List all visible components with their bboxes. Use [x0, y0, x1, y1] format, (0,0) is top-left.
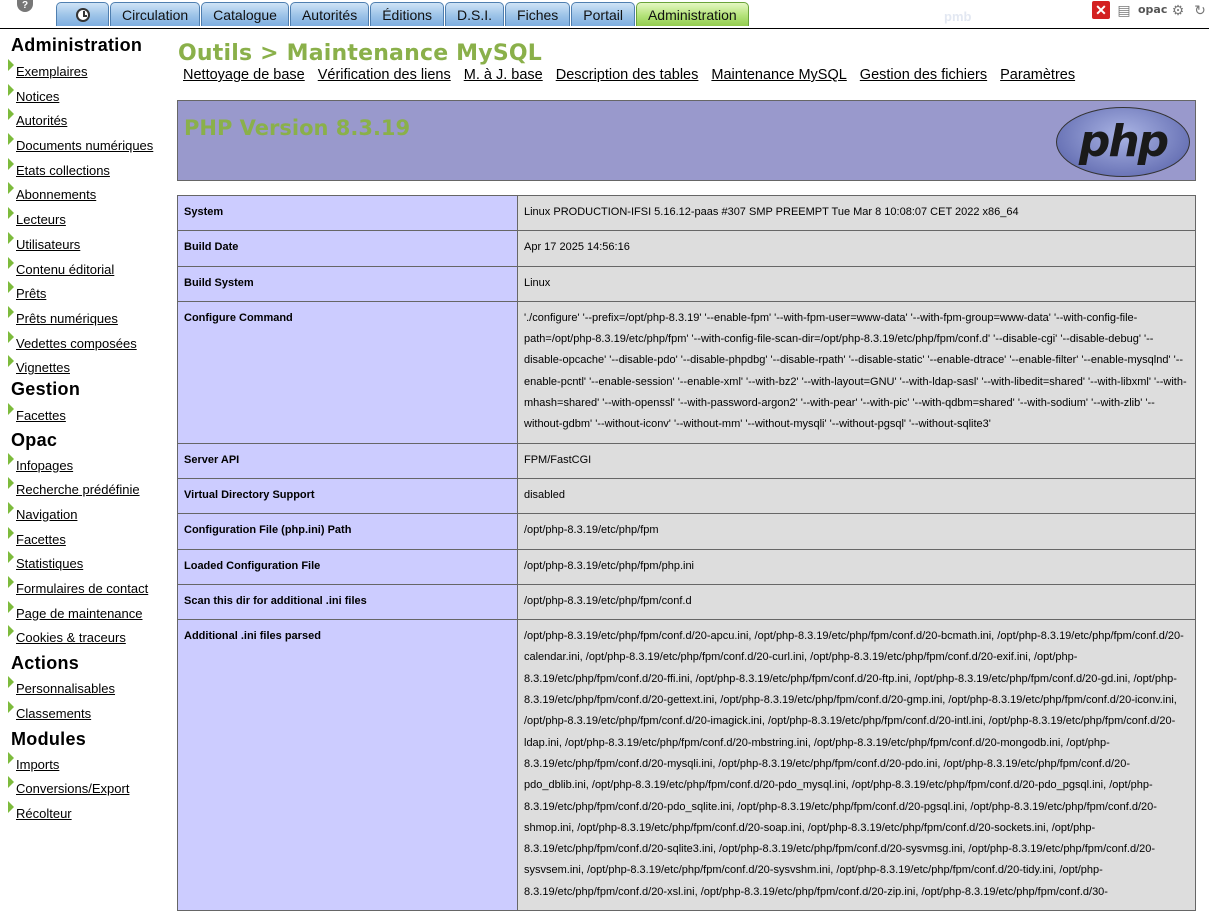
row-value: /opt/php-8.3.19/etc/php/fpm/php.ini — [518, 549, 1196, 584]
table-row — [178, 478, 1196, 513]
php-logo — [1056, 107, 1190, 177]
section-title-administration: Administration — [11, 35, 143, 55]
sidebar-item-abonnements — [0, 182, 170, 207]
divider — [0, 28, 1209, 29]
row-key: Additional .ini files parsed — [178, 620, 518, 911]
row-key: Virtual Directory Support — [178, 478, 518, 513]
arrow-icon — [8, 84, 14, 96]
sidebar-item-statistiques — [0, 551, 170, 576]
arrow-icon — [8, 306, 14, 318]
sidebar-link[interactable]: Facettes — [16, 407, 66, 423]
table-row — [178, 231, 1196, 266]
arrow-icon — [8, 801, 14, 813]
sidebar-link[interactable]: Vedettes composées — [16, 335, 137, 351]
arrow-icon — [8, 281, 14, 293]
sidebar-link[interactable]: Abonnements — [16, 187, 97, 203]
sidebar-link[interactable]: Recherche prédéfinie — [16, 482, 140, 498]
sidebar-link[interactable]: Personnalisables — [16, 681, 116, 697]
sidebar-item-personnalisables — [0, 676, 170, 701]
row-key: Configure Command — [178, 301, 518, 443]
subnav-gestion-des-fichiers[interactable]: Gestion des fichiers — [859, 67, 988, 83]
sidebar-item-infopages — [0, 453, 170, 478]
section-title-modules: Modules — [11, 728, 87, 749]
sidebar-item-lecteurs — [0, 207, 170, 232]
sidebar-item-vedettes-composees — [0, 331, 170, 356]
close-icon[interactable]: ✕ — [1092, 1, 1110, 19]
row-value: Linux PRODUCTION-IFSI 5.16.12-paas #307 SMP PREEMPT Tue Mar 8 10:08:07 CET 2022 x86_64 — [518, 196, 1196, 231]
sidebar-item-recherche-predefinie — [0, 477, 170, 502]
subnav-nettoyage-de-base[interactable]: Nettoyage de base — [183, 67, 305, 83]
arrow-icon — [8, 355, 14, 367]
sidebar-item-prets-numeriques — [0, 306, 170, 331]
arrow-icon — [8, 257, 14, 269]
arrow-icon — [8, 776, 14, 788]
table-row — [178, 266, 1196, 301]
arrow-icon — [8, 477, 14, 489]
sidebar-link[interactable]: Formulaires de contact — [16, 581, 149, 597]
arrow-icon — [8, 576, 14, 588]
page-title: Outils > Maintenance MySQL — [178, 41, 542, 66]
subnav-maintenance-mysql[interactable]: Maintenance MySQL — [711, 67, 847, 83]
sidebar-link[interactable]: Utilisateurs — [16, 236, 81, 252]
arrow-icon — [8, 158, 14, 170]
arrow-icon — [8, 182, 14, 194]
table-row — [178, 620, 1196, 911]
sidebar-link[interactable]: Lecteurs — [16, 212, 66, 228]
print-icon[interactable]: ▤ — [1117, 2, 1131, 18]
arrow-icon — [8, 601, 14, 613]
row-key: Loaded Configuration File — [178, 549, 518, 584]
sidebar-item-navigation — [0, 502, 170, 527]
row-value: FPM/FastCGI — [518, 443, 1196, 478]
phpinfo-table — [177, 195, 1196, 911]
sidebar-link[interactable]: Prêts numériques — [16, 310, 118, 326]
sidebar-link[interactable]: Facettes — [16, 531, 66, 547]
sidebar-item-exemplaires — [0, 59, 170, 84]
section-title-opac: Opac — [11, 429, 58, 450]
table-row — [178, 301, 1196, 443]
sidebar-link[interactable]: Conversions/Export — [16, 781, 130, 797]
sidebar-link[interactable]: Contenu éditorial — [16, 261, 115, 277]
sidebar-link[interactable]: Page de maintenance — [16, 605, 143, 621]
table-row — [178, 514, 1196, 549]
top-navigation-bar — [0, 0, 1209, 29]
sidebar-link[interactable]: Autorités — [16, 113, 68, 129]
table-row — [178, 584, 1196, 619]
tab-autorites[interactable]: Autorités — [290, 2, 369, 26]
row-value: /opt/php-8.3.19/etc/php/fpm/conf.d — [518, 584, 1196, 619]
row-value: /opt/php-8.3.19/etc/php/fpm — [518, 514, 1196, 549]
sidebar-item-documents-numeriques — [0, 133, 170, 158]
subnav-verification-des-liens[interactable]: Vérification des liens — [317, 67, 451, 83]
module-tabs — [56, 2, 750, 26]
arrow-icon — [8, 551, 14, 563]
sidebar-item-prets — [0, 281, 170, 306]
tab-portail[interactable]: Portail — [571, 2, 635, 26]
arrow-icon — [8, 453, 14, 465]
help-icon[interactable]: ? — [17, 0, 33, 12]
sidebar-item-etats-collections — [0, 158, 170, 183]
sidebar-menu — [0, 29, 170, 826]
tab-fiches[interactable]: Fiches — [505, 2, 570, 26]
sidebar-link[interactable]: Statistiques — [16, 556, 84, 572]
arrow-icon — [8, 108, 14, 120]
row-value: /opt/php-8.3.19/etc/php/fpm/conf.d/20-apcu.ini, /opt/php-8.3.19/etc/php/fpm/conf.d/20-bcmath.ini, /opt/php-8.3.19/etc/php/fpm/conf.d/20-calendar.ini, /opt/php-8.3.19/etc/php/fpm/conf.d/20-curl.ini, /opt/php-8.3.19/etc/php/fpm/conf.d/20-exif.ini, /opt/php-8.3.19/etc/php/fpm/conf.d/20-ffi.ini, /opt/php-8.3.19/etc/php/fpm/conf.d/20-ftp.ini, /opt/php-8.3.19/etc/php/fpm/conf.d/20-gd.ini, /opt/php-8.3.19/etc/php/fpm/conf.d/20-gettext.ini, /opt/php-8.3.19/etc/php/fpm/conf.d/20-gmp.ini, /opt/php-8.3.19/etc/php/fpm/conf.d/20-iconv.ini, /opt/php-8.3.19/etc/php/fpm/conf.d/20-imagick.ini, /opt/php-8.3.19/etc/php/fpm/conf.d/20-intl.ini, /opt/php-8.3.19/etc/php/fpm/conf.d/20-ldap.ini, /opt/php-8.3.19/etc/php/fpm/conf.d/20-mbstring.ini, /opt/php-8.3.19/etc/php/fpm/conf.d/20-mongodb.ini, /opt/php-8.3.19/etc/php/fpm/conf.d/20-mysqli.ini, /opt/php-8.3.19/etc/php/fpm/conf.d/20-pdo.ini, /opt/php-8.3.19/etc/php/fpm/conf.d/20-pdo_dblib.ini, /opt/php-8.3.19/etc/php/fpm/conf.d/20-pdo_mysql.ini, /opt/php-8.3.19/etc/php/fpm/conf.d/20-pdo_pgsql.ini, /opt/php-8.3.19/etc/php/fpm/conf.d/20-pdo_sqlite.ini, /opt/php-8.3.19/etc/php/fpm/conf.d/20-pgsql.ini, /opt/php-8.3.19/etc/php/fpm/conf.d/20-shmop.ini, /opt/php-8.3.19/etc/php/fpm/conf.d/20-soap.ini, /opt/php-8.3.19/etc/php/fpm/conf.d/20-sockets.ini, /opt/php-8.3.19/etc/php/fpm/conf.d/20-sqlite3.ini, /opt/php-8.3.19/etc/php/fpm/conf.d/20-sysvmsg.ini, /opt/php-8.3.19/etc/php/fpm/conf.d/20-sysvsem.ini, /opt/php-8.3.19/etc/php/fpm/conf.d/20-sysvshm.ini, /opt/php-8.3.19/etc/php/fpm/conf.d/20-tidy.ini, /opt/php-8.3.19/etc/php/fpm/conf.d/20-xsl.ini, /opt/php-8.3.19/etc/php/fpm/conf.d/20-zip.ini, /opt/php-8.3.19/etc/php/fpm/conf.d/30- — [518, 620, 1196, 911]
tools-subnav — [183, 67, 1088, 83]
table-row — [178, 443, 1196, 478]
sidebar-link[interactable]: Etats collections — [16, 162, 110, 178]
section-title-gestion: Gestion — [11, 378, 81, 399]
clock-icon — [76, 8, 90, 22]
table-row — [178, 549, 1196, 584]
sidebar-link[interactable]: Navigation — [16, 507, 78, 522]
row-key: Build Date — [178, 231, 518, 266]
sidebar-item-imports — [0, 752, 170, 777]
sidebar-item-classements — [0, 701, 170, 726]
sidebar-link[interactable]: Exemplaires — [16, 64, 88, 79]
php-logo-text: php — [1078, 116, 1168, 167]
row-value: Linux — [518, 266, 1196, 301]
row-key: Server API — [178, 443, 518, 478]
sidebar-link[interactable]: Classements — [16, 705, 92, 721]
sidebar-link[interactable]: Imports — [16, 756, 60, 772]
row-value: disabled — [518, 478, 1196, 513]
sidebar-link[interactable]: Cookies & traceurs — [16, 630, 126, 646]
opac-icon[interactable]: opac — [1138, 3, 1168, 16]
arrow-icon — [8, 403, 14, 415]
sidebar-item-contenu-editorial — [0, 257, 170, 282]
sidebar-link[interactable]: Vignettes — [16, 360, 70, 376]
sidebar-item-notices — [0, 84, 170, 109]
arrow-icon — [8, 207, 14, 219]
arrow-icon — [8, 331, 14, 343]
sidebar-link[interactable]: Récolteur — [16, 805, 72, 821]
row-key: Configuration File (php.ini) Path — [178, 514, 518, 549]
sidebar-item-page-de-maintenance — [0, 601, 170, 626]
refresh-icon[interactable]: ↻ — [1194, 2, 1206, 18]
php-version-title: PHP Version 8.3.19 — [184, 116, 411, 140]
sidebar-item-utilisateurs — [0, 232, 170, 257]
sidebar-item-formulaires-de-contact — [0, 576, 170, 601]
toolbar-icons — [1087, 1, 1209, 19]
sidebar-link[interactable]: Documents numériques — [16, 138, 154, 154]
row-key: Build System — [178, 266, 518, 301]
sidebar-link[interactable]: Infopages — [16, 457, 74, 473]
subnav-parametres[interactable]: Paramètres — [1000, 67, 1076, 83]
arrow-icon — [8, 701, 14, 713]
sidebar-item-facettes-gestion — [0, 403, 170, 428]
tab-dsi[interactable]: D.S.I. — [445, 2, 504, 26]
sidebar-link[interactable]: Prêts — [16, 286, 47, 302]
row-key: Scan this dir for additional .ini files — [178, 584, 518, 619]
tab-dashboard[interactable] — [56, 2, 109, 26]
row-value: Apr 17 2025 14:56:16 — [518, 231, 1196, 266]
section-title-actions: Actions — [11, 653, 80, 674]
arrow-icon — [8, 625, 14, 637]
phpinfo-header — [177, 100, 1196, 181]
arrow-icon — [8, 676, 14, 688]
arrow-icon — [8, 752, 14, 764]
arrow-icon — [8, 502, 14, 514]
sidebar-link[interactable]: Notices — [16, 88, 60, 104]
sidebar-item-cookies-traceurs — [0, 625, 170, 650]
subnav-description-des-tables[interactable]: Description des tables — [555, 67, 699, 83]
arrow-icon — [8, 527, 14, 539]
tab-catalogue[interactable]: Catalogue — [201, 2, 289, 26]
sidebar-item-recolteur — [0, 801, 170, 826]
gear-icon[interactable]: ⚙ — [1171, 2, 1185, 18]
sidebar-item-vignettes — [0, 355, 170, 380]
arrow-icon — [8, 232, 14, 244]
arrow-icon — [8, 59, 14, 71]
tab-editions[interactable]: Éditions — [370, 2, 444, 26]
tab-administration[interactable]: Administration — [636, 2, 749, 26]
table-row — [178, 196, 1196, 231]
sidebar-item-facettes-opac — [0, 527, 170, 552]
sidebar-item-autorites — [0, 108, 170, 133]
sidebar-item-conversions-export — [0, 776, 170, 801]
arrow-icon — [8, 133, 14, 145]
row-value: './configure' '--prefix=/opt/php-8.3.19' '--enable-fpm' '--with-fpm-user=www-data' '--with-fpm-group=www-data' '--with-config-file-path=/opt/php-8.3.19/etc/php/fpm' '--with-config-file-scan-dir=/opt/php-8.3.19/etc/php/fpm/conf.d' '--disable-cgi' '--disable-debug' '--disable-opcache' '--disable-pdo' '--disable-phpdbg' '--disable-rpath' '--disable-static' '--enable-dtrace' '--enable-filter' '--enable-mysqlnd' '--enable-pcntl' '--enable-session' '--enable-xml' '--with-bz2' '--with-layout=GNU' '--with-ldap-sasl' '--with-libedit=shared' '--with-libxml' '--with-mhash=shared' '--with-openssl' '--with-password-argon2' '--with-pear' '--with-pic' '--with-qdbm=shared' '--with-sodium' '--with-zlib' '--without-gdbm' '--without-iconv' '--without-mm' '--without-mysqli' '--without-pgsql' '--without-sqlite3' — [518, 301, 1196, 443]
row-key: System — [178, 196, 518, 231]
tab-circulation[interactable]: Circulation — [110, 2, 200, 26]
subnav-maj-base[interactable]: M. à J. base — [463, 67, 543, 83]
pmb-logo: pmb — [944, 9, 972, 24]
